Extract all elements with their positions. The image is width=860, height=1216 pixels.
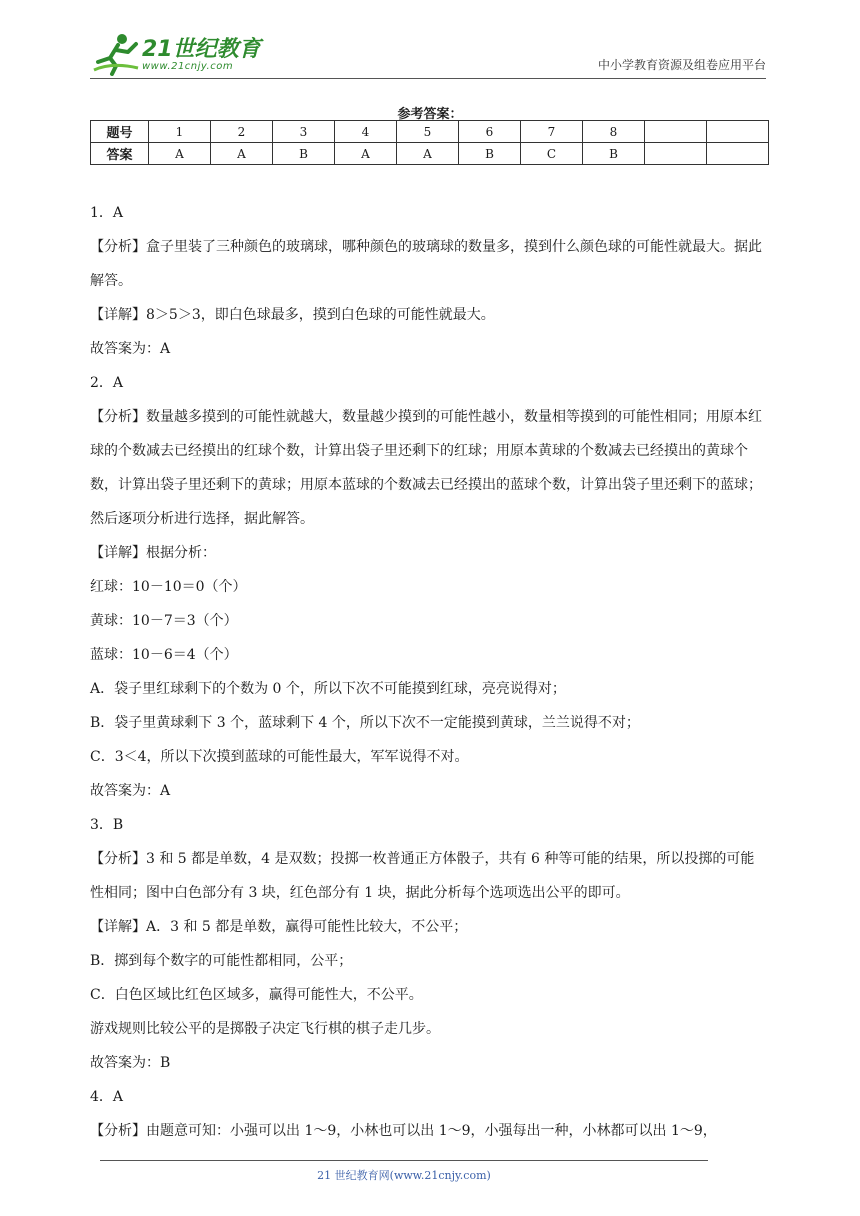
site-logo xyxy=(90,30,290,80)
detail-paragraph: 【详解】A．3 和 5 都是单数，赢得可能性比较大，不公平； xyxy=(90,919,468,935)
option-line: A．袋子里红球剩下的个数为 0 个，所以下次不可能摸到红球，亮亮说得对； xyxy=(90,681,566,697)
table-cell: 8 xyxy=(583,121,645,143)
table-cell: A xyxy=(149,143,211,165)
detail-paragraph: 【详解】根据分析： xyxy=(90,545,216,561)
answer-line: 故答案为：A xyxy=(90,341,171,357)
logo-brand-text: 21世纪教育 xyxy=(142,37,261,62)
analysis-paragraph: 【分析】3 和 5 都是单数，4 是双数；投掷一枚普通正方体骰子，共有 6 种等可能的结果，所以投掷的可能性相同；图中白色部分有 3 块，红色部分有 1 块，据此分析每个选项选出公平的即可。 xyxy=(90,851,755,901)
table-cell: B xyxy=(583,143,645,165)
table-cell: 2 xyxy=(211,121,273,143)
table-cell: B xyxy=(273,143,335,165)
header-divider xyxy=(90,78,766,79)
question-number: 2．A xyxy=(90,375,124,391)
table-cell: A xyxy=(211,143,273,165)
calculation-line: 红球：10－10＝0（个） xyxy=(90,579,247,595)
runner-logo-icon xyxy=(92,32,142,76)
table-cell: 3 xyxy=(273,121,335,143)
table-cell: C xyxy=(521,143,583,165)
table-cell: A xyxy=(397,143,459,165)
answers-title: 参考答案： xyxy=(397,107,463,122)
analysis-paragraph: 【分析】盒子里装了三种颜色的玻璃球，哪种颜色的玻璃球的数量多，摸到什么颜色球的可能性就最大。据此解答。 xyxy=(90,239,762,289)
analysis-paragraph: 【分析】数量越多摸到的可能性就越大，数量越少摸到的可能性越小，数量相等摸到的可能性相同；用原本红球的个数减去已经摸出的红球个数，计算出袋子里还剩下的红球；用原本黄球的个数减去已经摸出的黄球个数，计算出袋子里还剩下的黄球；用原本蓝球的个数减去已经摸出的蓝球个数，计算出袋子里还剩下的蓝球；然后逐项分析进行选择，据此解答。 xyxy=(90,409,762,527)
option-line: B．袋子里黄球剩下 3 个，蓝球剩下 4 个，所以下次不一定能摸到黄球，兰兰说得不对； xyxy=(90,715,640,731)
question-number: 1．A xyxy=(90,205,124,221)
table-cell xyxy=(645,143,707,165)
question-number: 3．B xyxy=(90,817,124,833)
question-number: 4．A xyxy=(90,1089,124,1105)
table-row-answers xyxy=(91,143,769,165)
table-cell xyxy=(645,121,707,143)
table-row-numbers xyxy=(91,121,769,143)
option-line: B．掷到每个数字的可能性都相同，公平； xyxy=(90,953,353,969)
table-cell: 4 xyxy=(335,121,397,143)
table-cell: 7 xyxy=(521,121,583,143)
row-label-number: 题号 xyxy=(91,121,149,143)
page-header xyxy=(90,30,766,80)
footer-divider xyxy=(100,1160,708,1161)
table-cell: 5 xyxy=(397,121,459,143)
logo-url-text: www.21cnjy.com xyxy=(142,61,234,72)
table-cell xyxy=(707,143,769,165)
table-cell: 1 xyxy=(149,121,211,143)
answer-line: 故答案为：B xyxy=(90,1055,171,1071)
conclusion-line: 游戏规则比较公平的是掷骰子决定飞行棋的棋子走几步。 xyxy=(90,1021,440,1037)
row-label-answer: 答案 xyxy=(91,143,149,165)
answer-line: 故答案为：A xyxy=(90,783,171,799)
table-cell xyxy=(707,121,769,143)
calculation-line: 黄球：10－7＝3（个） xyxy=(90,613,238,629)
table-cell: B xyxy=(459,143,521,165)
option-line: C．3＜4，所以下次摸到蓝球的可能性最大，军军说得不对。 xyxy=(90,749,469,765)
option-line: C．白色区域比红色区域多，赢得可能性大，不公平。 xyxy=(90,987,423,1003)
table-cell: A xyxy=(335,143,397,165)
answer-table xyxy=(90,120,769,165)
page-footer: 21 世纪教育网(www.21cnjy.com) xyxy=(317,1169,491,1182)
calculation-line: 蓝球：10－6＝4（个） xyxy=(90,647,238,663)
table-cell: 6 xyxy=(459,121,521,143)
analysis-paragraph: 【分析】由题意可知：小强可以出 1～9，小林也可以出 1～9，小强每出一种，小林都可以出 1～9， xyxy=(90,1123,717,1139)
platform-name: 中小学教育资源及组卷应用平台 xyxy=(597,58,766,72)
detail-paragraph: 【详解】8＞5＞3，即白色球最多，摸到白色球的可能性就最大。 xyxy=(90,307,495,323)
solution-text xyxy=(90,196,766,1148)
